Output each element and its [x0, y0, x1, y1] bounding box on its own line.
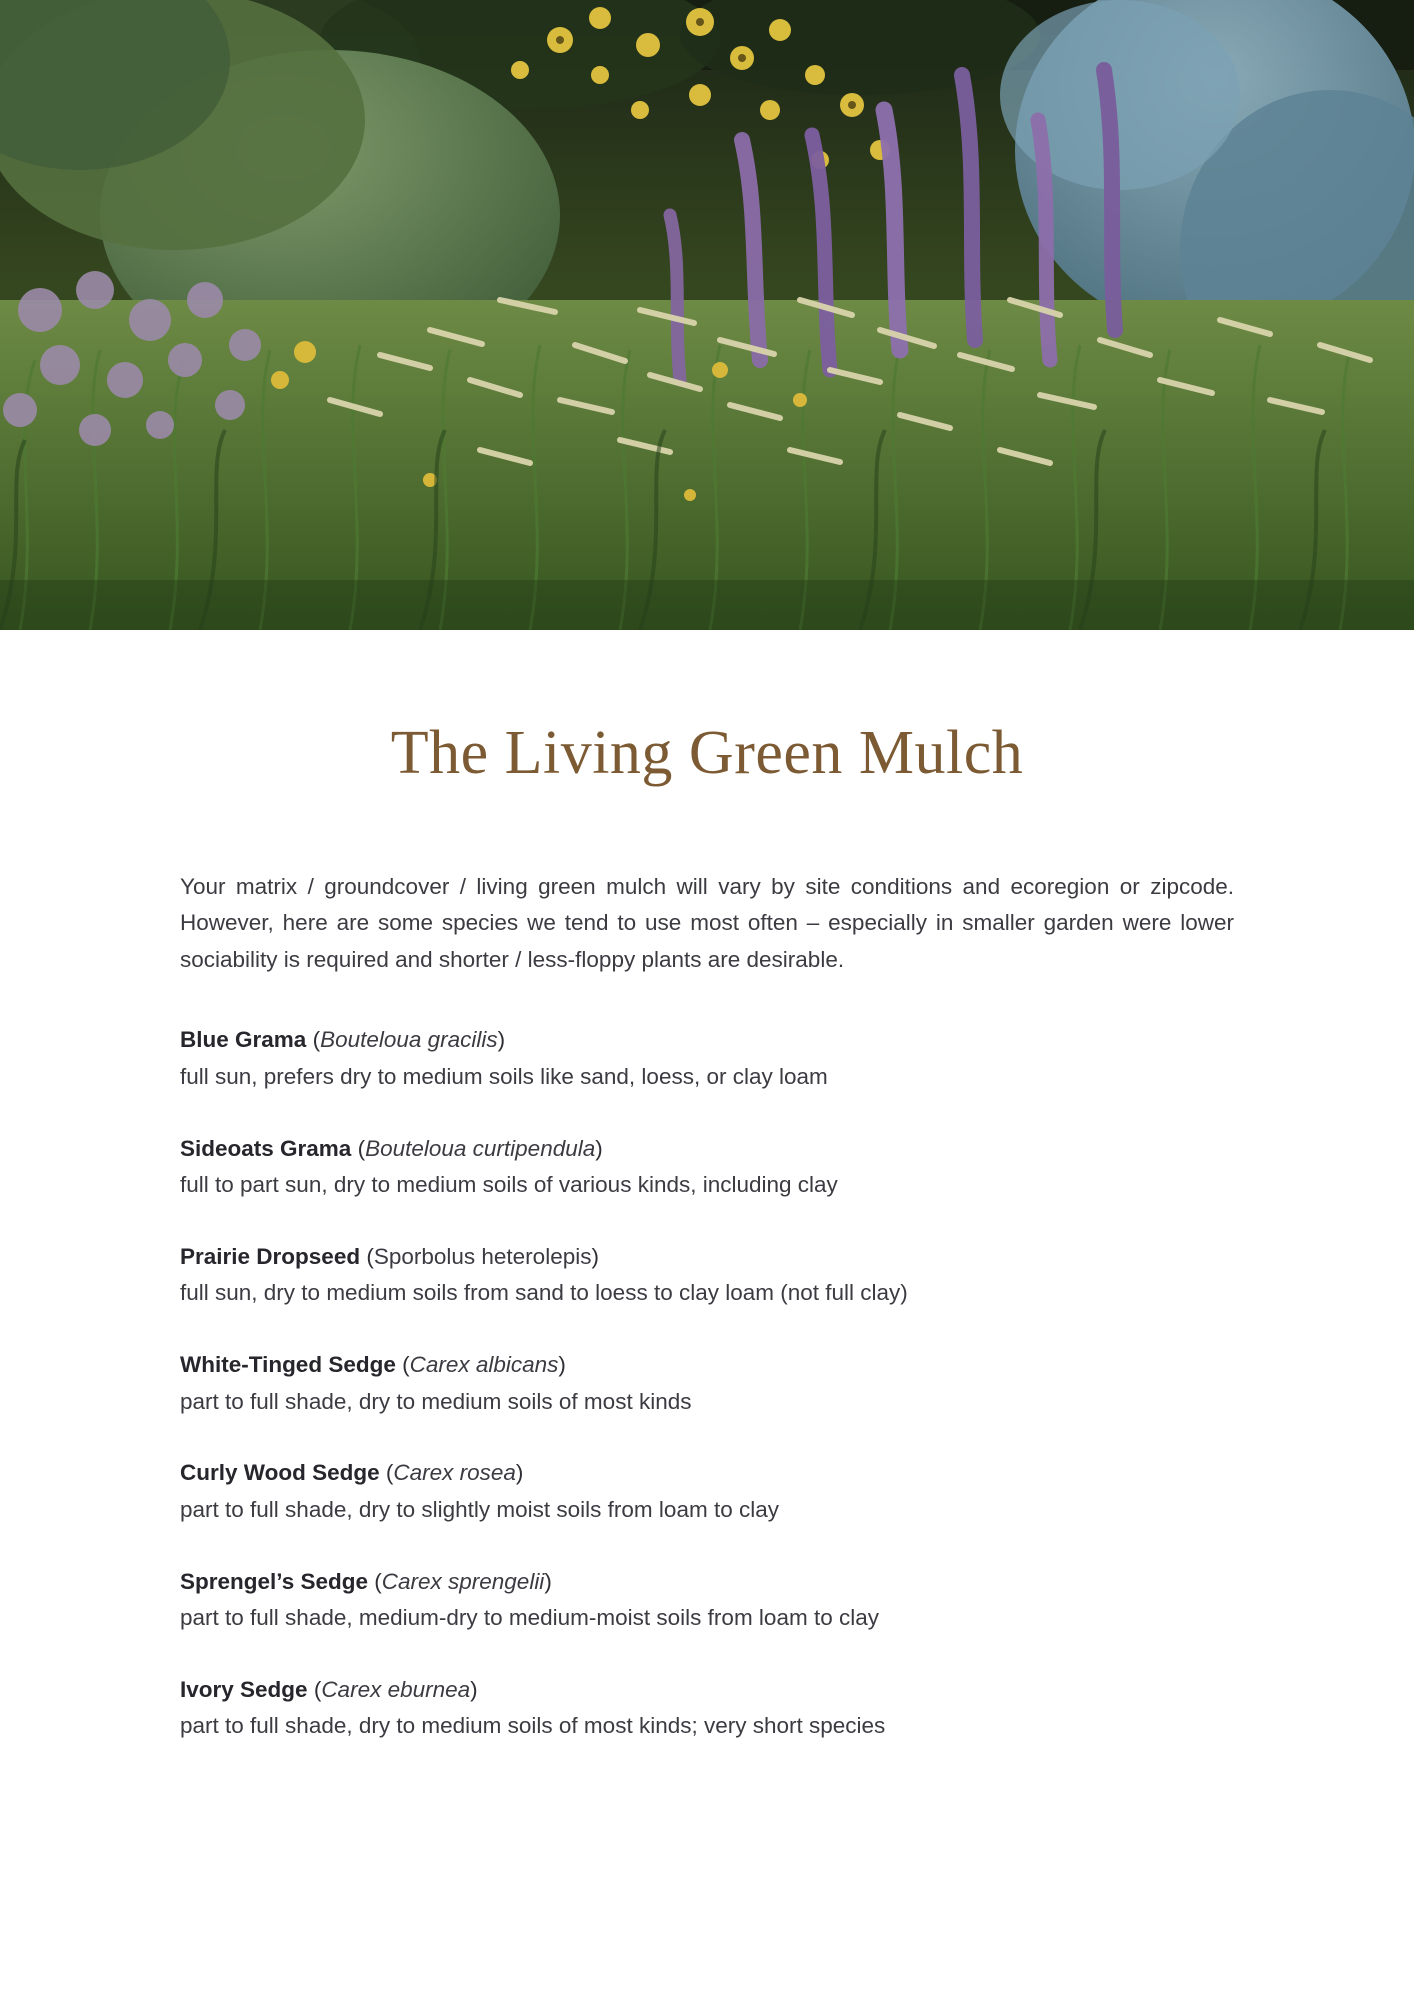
species-description: full sun, prefers dry to medium soils like sand, loess, or clay loam: [180, 1063, 828, 1089]
list-item: [180, 1457, 1234, 1526]
species-heading: Curly Wood Sedge (Carex rosea): [180, 1460, 524, 1486]
hero-photo: [0, 0, 1414, 630]
species-description: full to part sun, dry to medium soils of various kinds, including clay: [180, 1172, 838, 1198]
species-latin-name: Carex eburnea: [321, 1676, 471, 1702]
species-common-name: White-Tinged Sedge: [180, 1352, 396, 1378]
species-common-name: Blue Grama: [180, 1027, 307, 1053]
list-item: [180, 1024, 1234, 1093]
species-latin-name: Bouteloua curtipendula: [365, 1135, 596, 1161]
intro-paragraph: Your matrix / groundcover / living green mulch will vary by site conditions and ecoregion or zipcode. However, here are some species we tend to use most often – especially in smaller garden were lower sociability is required and shorter / less-floppy plants are desirable.: [180, 874, 1234, 972]
species-common-name: Ivory Sedge: [180, 1676, 308, 1702]
species-heading: Ivory Sedge (Carex eburnea): [180, 1676, 478, 1702]
species-heading: Sprengel’s Sedge (Carex sprengelii): [180, 1568, 552, 1594]
species-description: part to full shade, dry to slightly moist soils from loam to clay: [180, 1496, 779, 1522]
hero-photo-illustration: [0, 0, 1414, 630]
species-list: [180, 1024, 1234, 1743]
species-common-name: Curly Wood Sedge: [180, 1460, 380, 1486]
species-latin-name: Carex albicans: [409, 1352, 559, 1378]
species-latin-name: Carex rosea: [393, 1460, 516, 1486]
species-latin-name: Bouteloua gracilis: [320, 1027, 498, 1053]
list-item: [180, 1674, 1234, 1743]
list-item: [180, 1133, 1234, 1202]
species-heading: White-Tinged Sedge (Carex albicans): [180, 1352, 566, 1378]
species-common-name: Sideoats Grama: [180, 1135, 352, 1161]
species-heading: Blue Grama (Bouteloua gracilis): [180, 1027, 506, 1053]
species-common-name: Prairie Dropseed: [180, 1243, 361, 1269]
species-description: part to full shade, medium-dry to medium-moist soils from loam to clay: [180, 1605, 879, 1631]
species-heading: Sideoats Grama (Bouteloua curtipendula): [180, 1135, 603, 1161]
species-heading: Prairie Dropseed (Sporbolus heterolepis): [180, 1243, 599, 1269]
species-common-name: Sprengel’s Sedge: [180, 1568, 368, 1594]
list-item: [180, 1349, 1234, 1418]
species-latin-name: Carex sprengelii: [381, 1568, 545, 1594]
species-description: full sun, dry to medium soils from sand to loess to clay loam (not full clay): [180, 1280, 908, 1306]
species-description: part to full shade, dry to medium soils of most kinds: [180, 1388, 692, 1414]
species-description: part to full shade, dry to medium soils of most kinds; very short species: [180, 1713, 886, 1739]
document-content: [0, 718, 1414, 1743]
species-latin-name: Sporbolus heterolepis: [373, 1243, 592, 1269]
list-item: [180, 1566, 1234, 1635]
page-title: The Living Green Mulch: [390, 719, 1024, 787]
list-item: [180, 1241, 1234, 1310]
